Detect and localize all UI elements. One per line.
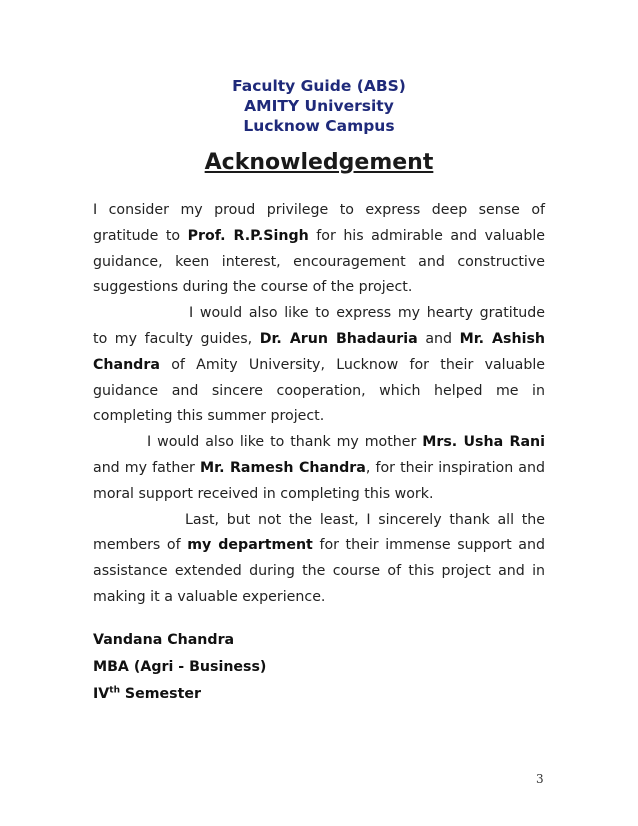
semester-label: Semester	[119, 686, 202, 702]
page-title: Acknowledgement	[204, 150, 434, 175]
author-semester	[93, 681, 266, 708]
name-dr-bhadauria: Dr. Arun Bhadauria	[259, 330, 418, 347]
paragraph-3-text-b: and my father	[93, 459, 200, 476]
header-faculty-guide: Faculty Guide (ABS)	[232, 77, 406, 95]
header-campus: Lucknow Campus	[243, 117, 395, 135]
paragraph-4-text-b: for their immense support and assistance extended during the course of this project and in making it a valuable experience.	[93, 537, 545, 605]
name-prof-singh: Prof. R.P.Singh	[187, 227, 309, 244]
paragraph-2-text-b: and	[417, 330, 460, 347]
paragraph-3-text-c: , for their inspiration and moral support received in completing this work.	[93, 459, 545, 502]
paragraph-1-text-a: I consider my proud privilege to express deep sense of gratitude to	[93, 202, 545, 244]
name-mr-chandra: Mr. Ashish Chandra	[93, 330, 545, 373]
semester-ordinal: th	[109, 685, 120, 696]
signature-block	[93, 627, 266, 708]
name-father: Mr. Ramesh Chandra	[199, 459, 366, 476]
author-program: MBA (Agri - Business)	[93, 659, 267, 675]
paragraph-3	[93, 430, 545, 507]
page-number: 3	[536, 772, 544, 786]
paragraph-1	[93, 198, 545, 301]
name-mother: Mrs. Usha Rani	[422, 434, 545, 451]
paragraph-3-text-a: I would also like to thank my mother	[147, 434, 423, 451]
my-department: my department	[187, 537, 313, 554]
paragraph-2-text-c: of Amity University, Lucknow for their valuable guidance and sincere cooperation, which helped me in completing this summer project.	[93, 356, 545, 425]
paragraph-2	[93, 301, 545, 430]
paragraph-1-text-b: for his admirable and valuable guidance, keen interest, encouragement and constructive suggestions during the course of the project.	[93, 227, 545, 296]
acknowledgement-body	[93, 198, 545, 611]
author-name: Vandana Chandra	[93, 632, 235, 648]
paragraph-4	[93, 508, 545, 611]
paragraph-2-text-a: I would also like to express my hearty gratitude to my faculty guides,	[93, 305, 545, 347]
document-header	[0, 76, 638, 136]
paragraph-4-text-a: Last, but not the least, I sincerely thank all the members of	[93, 511, 545, 554]
header-university: AMITY University	[244, 97, 394, 115]
semester-roman: IV	[93, 686, 110, 702]
